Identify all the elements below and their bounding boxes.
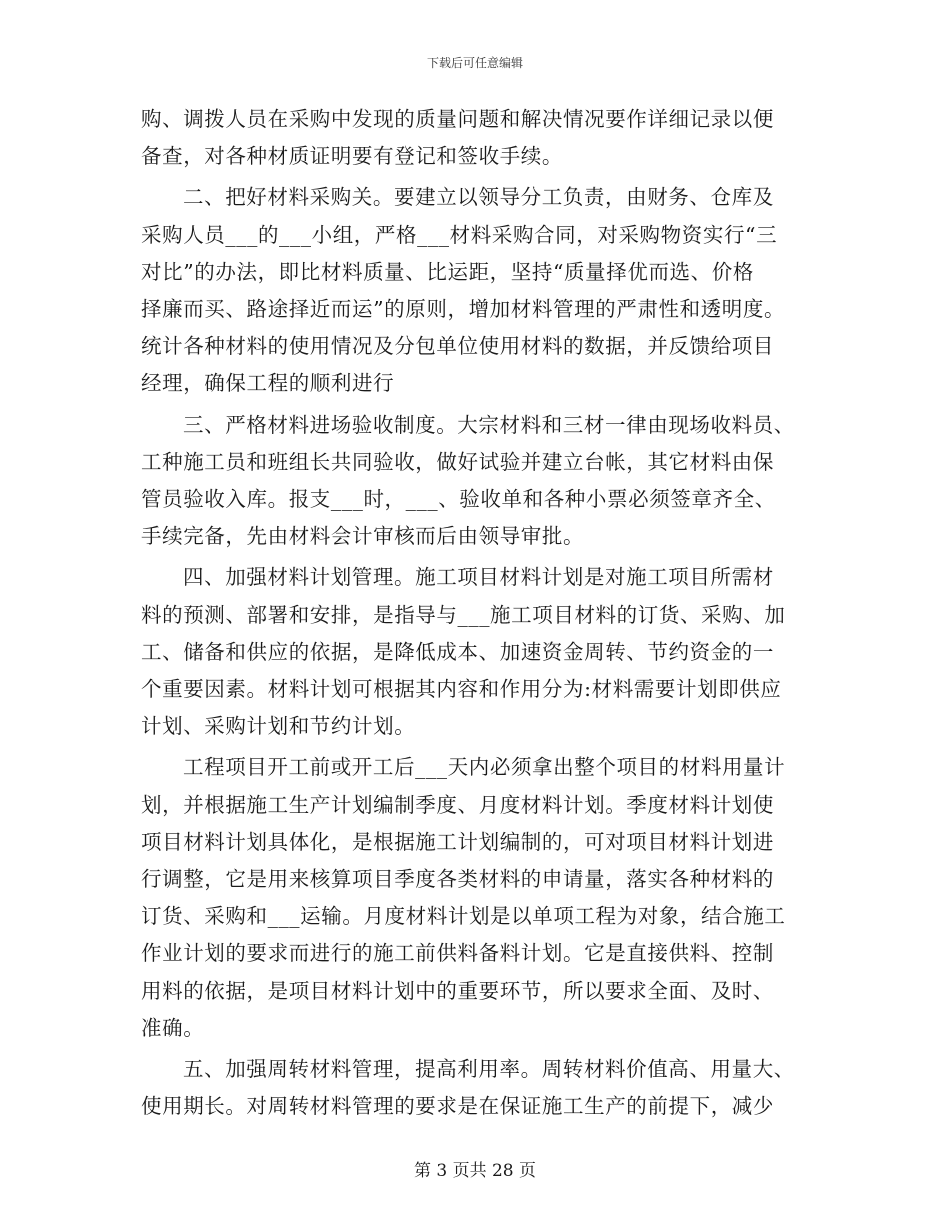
text-line: 备查，对各种材质证明要有登记和签收手续。 xyxy=(141,144,563,169)
text-line: 计划、采购计划和节约计划。 xyxy=(141,714,416,739)
text-line: 择廉而买、路途择近而运”的原则，增加材料管理的严肃性和透明度。 xyxy=(141,297,786,322)
page-footer: 第 3 页共 28 页 xyxy=(413,1161,537,1181)
text-line: 经理，确保工程的顺利进行 xyxy=(141,371,395,396)
paragraph-5 xyxy=(141,749,811,1047)
text-line: 订货、采购和___运输。月度材料计划是以单项工程为对象，结合施工 xyxy=(141,904,786,929)
text-line: 购、调拨人员在采购中发现的质量问题和解决情况要作详细记录以便 xyxy=(141,107,774,131)
text-line: 五、加强周转材料管理，提高利用率。周转材料价值高、用量大、 xyxy=(183,1057,795,1082)
text-line: 三、严格材料进场验收制度。大宗材料和三材一律由现场收料员、 xyxy=(183,412,795,437)
document-body xyxy=(141,101,811,1125)
text-line: 项目材料计划具体化，是根据施工计划编制的，可对项目材料计划进 xyxy=(141,829,774,854)
text-line: 使用期长。对周转材料管理的要求是在保证施工生产的前提下，减少 xyxy=(141,1094,774,1119)
text-line: 行调整，它是用来核算项目季度各类材料的申请量，落实各种材料的 xyxy=(141,867,774,892)
text-line: 统计各种材料的使用情况及分包单位使用材料的数据，并反馈给项目 xyxy=(141,334,774,359)
paragraph-3 xyxy=(141,407,811,556)
text-line: 对比”的办法，即比材料质量、比运距，坚持“质量择优而选、价格 xyxy=(141,259,754,284)
text-line: 划，并根据施工生产计划编制季度、月度材料计划。季度材料计划使 xyxy=(141,792,774,817)
text-line: 工种施工员和班组长共同验收，做好试验并建立台帐，其它材料由保 xyxy=(141,449,774,474)
text-line: 作业计划的要求而进行的施工前供料备料计划。它是直接供料、控制 xyxy=(141,941,774,966)
text-line: 用料的依据，是项目材料计划中的重要环节，所以要求全面、及时、 xyxy=(141,978,774,1003)
paragraph-2 xyxy=(141,179,811,402)
paragraph-4 xyxy=(141,559,811,745)
text-line: 料的预测、部署和安排，是指导与___施工项目材料的订货、采购、加 xyxy=(141,602,786,627)
text-line: 管员验收入库。报支___时，___、验收单和各种小票必须签章齐全、 xyxy=(141,487,776,512)
text-line: 手续完备，先由材料会计审核而后由领导审批。 xyxy=(141,524,585,549)
text-line: 工、储备和供应的依据，是降低成本、加速资金周转、节约资金的一 xyxy=(141,639,774,664)
text-line: 准确。 xyxy=(141,1015,205,1040)
text-line: 采购人员___的___小组，严格___材料采购合同，对采购物资实行“三 xyxy=(141,222,778,247)
page-header: 下载后可任意编辑 xyxy=(426,56,523,70)
text-line: 四、加强材料计划管理。施工项目材料计划是对施工项目所需材 xyxy=(183,565,774,590)
text-line: 二、把好材料采购关。要建立以领导分工负责，由财务、仓库及 xyxy=(183,185,774,210)
paragraph-1 xyxy=(141,101,811,175)
paragraph-6 xyxy=(141,1051,811,1125)
text-line: 个重要因素。材料计划可根据其内容和作用分为:材料需要计划即供应 xyxy=(141,677,782,702)
text-line: 工程项目开工前或开工后___天内必须拿出整个项目的材料用量计 xyxy=(183,755,786,780)
